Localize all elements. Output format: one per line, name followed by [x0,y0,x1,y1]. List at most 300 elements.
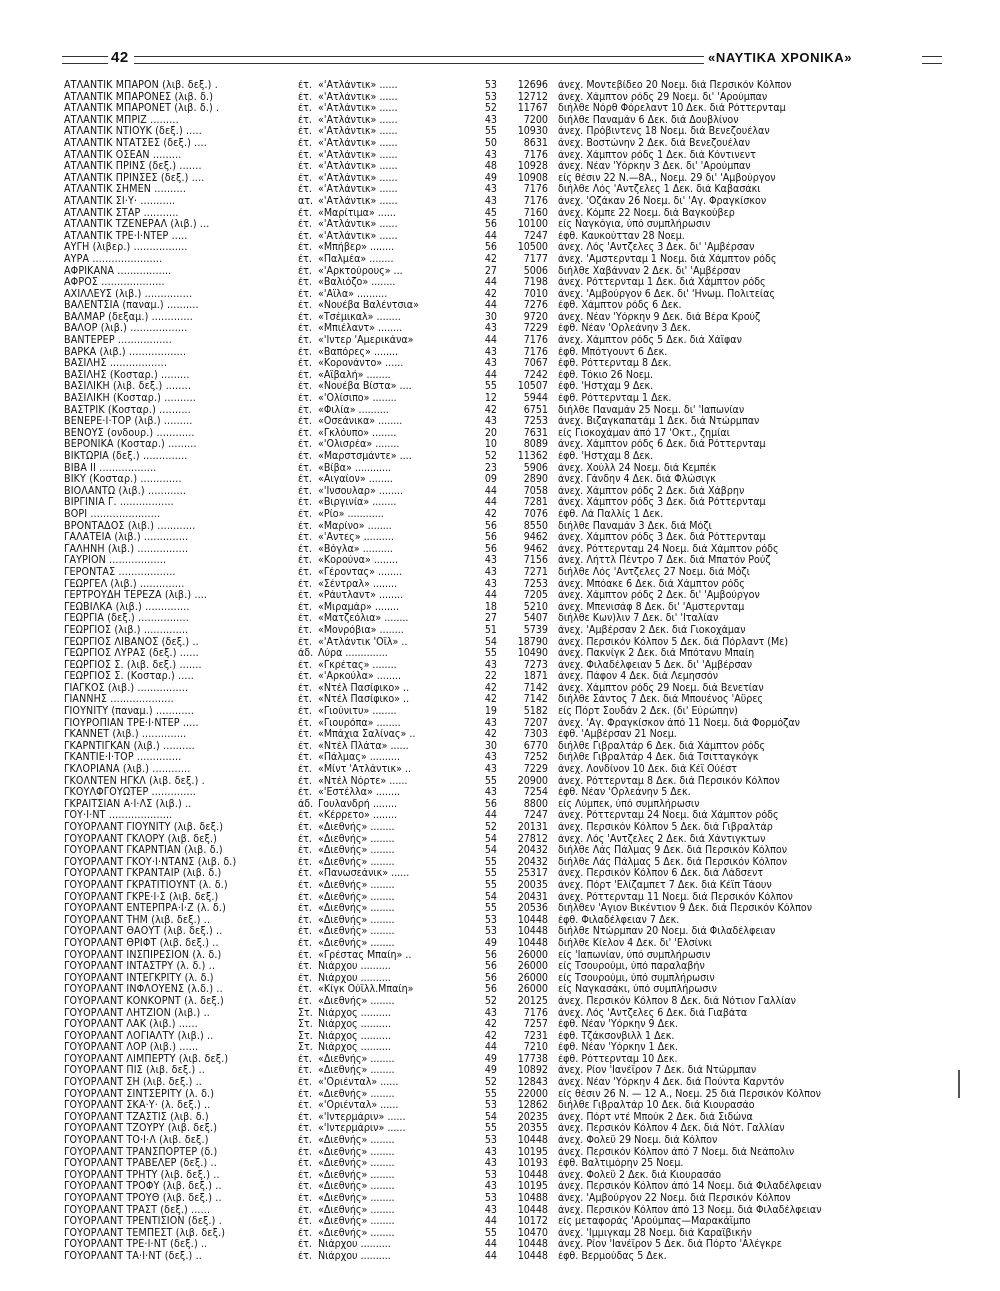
ship-name: ΑΤΛΑΝΤΙΚ ΤΡΕ·Ι·ΝΤΕΡ ..... [64,230,188,242]
ship-row [64,1251,944,1263]
ship-row [64,231,944,243]
ship-build-year: 43 [484,566,497,578]
ship-name: ΓΟΥΟΡΛΑΝΤ ΙΝΦΛΟΥΕΝΣ (λ.δ.) .. [64,984,223,996]
ship-flag: Στ. [298,1042,313,1054]
ship-tonnage: 5006 [523,265,548,277]
ship-owner: «Γκλόυπο» ........ [318,427,397,439]
ship-flag: έτ. [298,1216,312,1228]
ship-flag: έτ. [298,1146,312,1158]
ship-row [64,903,944,915]
ship-flag: έτ. [298,856,312,868]
ship-owner: «Βιργινία» ........ [318,497,397,509]
ship-build-year: 53 [484,80,497,91]
ship-row [64,126,944,138]
ship-name: ΒΑΣΙΛΙΚΗ (Κοσταρ.) .......... [64,393,196,405]
ship-build-year: 52 [484,451,497,462]
page-number: 42 [111,49,129,66]
ship-owner: Νιάρχου .......... [318,1239,391,1251]
ship-name: ΓΟΥΟΡΛΑΝΤ ΣΚΑ·Υ· (λ. δεξ.) .. [64,1100,211,1112]
ship-movement: έφθ. Καυκούτταν 28 Νοεμ. [558,230,685,242]
ship-row [64,242,944,254]
ship-name: ΓΙΑΓΚΟΣ (λιβ.) ................ [64,682,189,694]
ship-flag: έτ. [298,439,312,451]
ship-movement: άνεχ. Περσικόν Κόλπον άπό 7 Νοεμ. διά Νεάπολιν [558,1146,795,1158]
ship-build-year: 42 [484,288,497,300]
ship-row [64,1112,944,1124]
ship-name: ΑΧΙΛΛΕΥΣ (λιβ.) ............... [64,288,193,300]
ship-tonnage: 7253 [523,578,548,590]
ship-name: ΓΟΥΟΡΛΑΝΤ ΙΝΤΕΓΚΡΙΤΥ (λ. δ.) [64,972,214,984]
ship-row [64,1170,944,1182]
ship-flag: έτ. [298,497,312,509]
ship-flag: έτ. [298,740,312,752]
ship-movement: άνεχ. Πακνίγκ 2 Δεκ. διά Μπότανυ Μπαίη [558,648,755,660]
ship-owner: «Ντέλ Νόρτε» ...... [318,775,408,787]
ship-flag: έτ. [298,566,312,578]
ship-flag: έτ. [298,1204,312,1216]
ship-row [64,915,944,927]
ship-tonnage: 20125 [517,995,548,1007]
ship-name: ΓΚΟΥΛΦΓΟΥΩΤΕΡ .............. [64,787,196,799]
ship-movement: έφθ. Μπότγουντ 6 Δεκ. [558,346,668,358]
ship-row [64,1228,944,1240]
ship-flag: έτ. [298,114,312,126]
ship-name: ΓΑΛΑΤΕΙΑ (λιβ.) .............. [64,532,189,544]
ship-build-year: 56 [484,798,497,810]
ship-build-year: 44 [484,497,497,509]
ship-owner: «'Ατλάντικ» ...... [318,91,398,103]
ship-build-year: 49 [484,1065,497,1077]
ship-tonnage: 7176 [523,335,548,347]
ship-build-year: 55 [484,381,497,393]
ship-owner: «'Ατλάντικ» ...... [318,184,398,196]
ship-row [64,1135,944,1147]
ship-tonnage: 7631 [523,427,548,439]
ship-build-year: 43 [484,1146,497,1158]
ship-owner: «Αϊβαλή» ........ [318,369,391,381]
ship-flag: άδ. [298,648,314,660]
ship-flag: έτ. [298,335,312,347]
ship-build-year: 44 [484,810,497,822]
ship-build-year: 09 [484,474,497,486]
ship-owner: «Κέρρετο» ........ [318,810,398,822]
ship-name: ΓΚΛΟΡΙΑΝΑ (λιβ.) ............ [64,764,191,776]
ship-movement: διήλθε Γιβραλτάρ 10 Δεκ. διά Κιουρασάο [558,1100,755,1112]
ship-tonnage: 5407 [523,613,548,625]
ship-movement: έφθ. Ρόττερνταμ 10 Δεκ. [558,1053,678,1065]
ship-flag: Στ. [298,1019,313,1031]
ship-row [64,1158,944,1170]
ship-flag: έτ. [298,207,312,219]
ship-row [64,405,944,417]
ship-name: ΓΙΑΝΝΗΣ .................... [64,694,174,706]
ship-name: ΑΦΡΟΣ .................... [64,277,165,289]
ship-tonnage: 9462 [523,532,548,544]
ship-row [64,1181,944,1193]
ship-tonnage: 20235 [517,1111,548,1123]
ship-row [64,208,944,220]
ship-owner: Λύρα .............. [318,648,388,660]
ship-row [64,451,944,463]
ship-movement: διήλθεν 'Αγιον Βικέντιον 9 Δεκ. διά Περσικόν Κόλπον [558,903,813,915]
ship-build-year: 43 [484,149,497,161]
ship-movement: άνεχ. Γάνδην 4 Δεκ. διά Φλώσιγκ [558,474,716,486]
ship-movement: άνεχ. Ρόττερνταμ 1 Δεκ. διά Χάμπτον ρόδς [558,277,766,289]
ship-name: ΓΚΟΛΝΤΕΝ ΗΓΚΛ (λιβ. δεξ.) . [64,775,205,787]
ship-owner: «Μίντ 'Ατλάντικ» .. [318,764,411,776]
ship-tonnage: 8550 [523,520,548,532]
ship-build-year: 53 [484,914,497,926]
ship-tonnage: 17738 [517,1053,548,1065]
ship-row [64,161,944,173]
journal-title: «ΝΑΥΤΙΚΑ ΧΡΟΝΙΚΑ» [708,50,853,65]
ship-row [64,799,944,811]
ship-flag: έτ. [298,137,312,149]
ship-row [64,950,944,962]
ship-row [64,1193,944,1205]
ship-name: ΓΙΟΥΝΙΤΥ (παναμ.) ............ [64,706,195,718]
ship-owner: Νιάρχος .......... [318,1042,391,1054]
ship-movement: άνεχ. Πόρτ ντέ Μπούκ 2 Δεκ. διά Σιδώνα [558,1111,753,1123]
ship-owner: «Αιγαίον» ........ [318,474,393,486]
ship-tonnage: 11767 [517,103,548,115]
ship-owner: «'Αντες» .......... [318,532,394,544]
ship-build-year: 56 [484,520,497,532]
ship-row [64,602,944,614]
ship-row [64,138,944,150]
ship-movement: διήλθε Λός 'Αντζελες 1 Δεκ. διά Καβασάκι [558,184,761,196]
ship-flag: έτ. [298,972,312,984]
ship-flag: έτ. [298,810,312,822]
ship-build-year: 54 [484,1111,497,1123]
ship-name: ΓΕΡΟΝΤΑΣ .................. [64,566,176,578]
ship-build-year: 30 [484,311,497,323]
ship-name: ΓΟΥΟΡΛΑΝΤ ΛΟΡ (λιβ.) ...... [64,1042,199,1054]
ship-tonnage: 10448 [517,1135,548,1147]
ship-build-year: 55 [484,1123,497,1135]
ship-movement: άνεχ. Μοντεβίδεο 20 Νοεμ. διά Περσικόν Κόλπον [558,80,792,91]
ship-flag: έτ. [298,219,312,231]
ship-build-year: 56 [484,961,497,973]
ship-flag: άδ. [298,798,314,810]
ship-row [64,184,944,196]
ship-name: ΑΤΛΑΝΤΙΚ ΝΤΑΤΣΕΣ (δεξ.) .... [64,137,207,149]
ship-movement: άνεχ. 'Αμβούργον 6 Δεκ. δι' 'Ηνωμ. Πολιτείας [558,288,775,300]
ship-tonnage: 7176 [523,149,548,161]
ship-owner: «Ρίο» ............ [318,508,384,520]
ship-owner: «'Ινσουλαρ» ........ [318,485,404,497]
ship-movement: άνεχ. Φολεϋ 29 Νοεμ. διά Κόλπον [558,1135,718,1147]
ship-flag: έτ. [298,80,312,91]
ship-row [64,671,944,683]
ship-tonnage: 7177 [523,253,548,265]
ship-name: ΑΤΛΑΝΤΙΚ ΜΠΡΙΖ ......... [64,114,179,126]
ship-flag: έτ. [298,462,312,474]
ship-row [64,1089,944,1101]
ship-row [64,938,944,950]
ship-build-year: 53 [484,1100,497,1112]
ship-flag: έτ. [298,184,312,196]
ship-build-year: 45 [484,207,497,219]
ship-flag: έτ. [298,161,312,173]
ship-owner: «Βαπόρες» ........ [318,346,399,358]
ship-build-year: 42 [484,694,497,706]
ship-row [64,648,944,660]
ship-owner: «Οσεάνικα» ........ [318,416,403,428]
ship-build-year: 55 [484,879,497,891]
ship-owner: Νιάρχου .......... [318,961,391,973]
ship-build-year: 52 [484,822,497,833]
ship-tonnage: 8800 [523,798,548,810]
ship-movement: διήλθε Παναμάν 25 Νοεμ. δι' 'Ιαπωνίαν [558,404,745,416]
ship-name: ΓΚΑΝΝΕΤ (λιβ.) .............. [64,729,187,741]
ship-tonnage: 26000 [517,984,548,996]
ship-flag: έτ. [298,265,312,277]
ship-row [64,1147,944,1159]
ship-build-year: 44 [484,590,497,602]
ship-row [64,532,944,544]
ship-movement: άνεχ. Ρόττερνταμ 8 Δεκ. διά Περσικόν Κόλπον [558,775,780,787]
ship-flag: έτ. [298,1193,312,1204]
ship-tonnage: 7142 [523,682,548,694]
ship-flag: ατ. [298,195,314,207]
ship-flag: έτ. [298,995,312,1007]
ship-row [64,370,944,382]
ship-owner: «Ντέλ Πασίφικο» .. [318,682,410,694]
ship-name: ΓΟΥΟΡΛΑΝΤ ΚΟΝΚΟΡΝΤ (λ. δεξ.) [64,995,224,1007]
ship-row [64,150,944,162]
ship-build-year: 56 [484,984,497,996]
ship-tonnage: 7229 [523,323,548,335]
ship-name: ΓΟΥ·Ι·ΝΤ .................... [64,810,173,822]
ship-movement: άνεχ. Λήττλ Πέντρο 7 Δεκ. διά Μπατόν Ρούζ [558,555,771,567]
ship-movement: άνεχ. Ρόττερνταμ 24 Νοεμ. διά Χάμπτον ρόδς [558,543,779,555]
ship-row [64,219,944,231]
ship-tonnage: 7210 [523,1042,548,1054]
ship-flag: έτ. [298,729,312,741]
ship-row [64,497,944,509]
ship-tonnage: 10448 [517,937,548,949]
ship-name: ΓΟΥΟΡΛΑΝΤ ΤΡΑΣΤ (δεξ.) ...... [64,1204,211,1216]
ship-build-year: 43 [484,416,497,428]
ship-row [64,613,944,625]
ship-tonnage: 10100 [517,219,548,231]
ship-movement: άνεχ. Νέαν 'Υόρκην 9 Δεκ. διά Βέρα Κρούζ [558,311,761,323]
ship-name: ΓΟΥΟΡΛΑΝΤ ΓΚΡΕ·Ι·Σ (λιβ. δεξ.) [64,891,219,903]
ship-owner: «Διεθνής» ........ [318,1053,395,1065]
ship-flag: έτ. [298,706,312,718]
ship-name: ΓΟΥΟΡΛΑΝΤ ΘΑΟΥΤ (λιβ. δεξ.) .. [64,926,223,938]
ship-row [64,521,944,533]
ship-name: ΓΟΥΟΡΛΑΝΤ ΓΚΟΥ·Ι·ΝΤΑΝΣ (λιβ. δ.) [64,856,237,868]
ship-movement: έφθ. 'Ηστχαμ 8 Δεκ. [558,451,654,462]
ship-name: ΓΟΥΟΡΛΑΝΤ ΛΑΚ (λιβ.) ...... [64,1019,198,1031]
ship-movement: διήλθε Κων)λιν 7 Δεκ. δι' 'Ιταλίαν [558,613,719,625]
ship-build-year: 43 [484,1181,497,1193]
ship-build-year: 53 [484,1193,497,1204]
ship-flag: έτ. [298,903,312,915]
ship-movement: έφθ. Ρόττερνταμ 8 Δεκ. [558,358,672,370]
ship-owner: «'Οριένταλ» ...... [318,1100,399,1112]
ship-flag: έτ. [298,230,312,242]
ship-row [64,474,944,486]
ship-movement: είς Τσουρούμι, ύπό συμπλήρωσιν [558,972,715,984]
ship-tonnage: 12696 [517,80,548,91]
ship-row [64,358,944,370]
ship-movement: είς θέσιν 26 Ν. — 12 Α., Νοεμ. 25 διά Περσικόν Κόλπον [558,1088,822,1100]
ship-name: ΓΟΥΟΡΛΑΝΤ ΤΟ·Ι·Λ (λιβ. δεξ.) [64,1135,209,1147]
ship-owner: «Διεθνής» ........ [318,937,395,949]
ship-name: ΓΟΥΟΡΛΑΝΤ ΘΡΙΦΤ (λιβ. δεξ.) .. [64,937,219,949]
ship-tonnage: 20432 [517,856,548,868]
ship-flag: έτ. [298,91,312,103]
ship-flag: έτ. [298,288,312,300]
ship-name: ΓΟΥΟΡΛΑΝΤ ΤΖΟΥΡΥ (λιβ. δεξ.) [64,1123,218,1135]
ship-row [64,1065,944,1077]
ship-name: ΓΚΑΝΤΙΕ·Ι·ΤΟΡ .............. [64,752,182,764]
ship-movement: έφθ. Βερμούδας 5 Δεκ. [558,1250,667,1262]
ship-owner: «Ντέλ Πασίφικο» .. [318,694,410,706]
ship-tonnage: 11362 [517,451,548,462]
ship-movement: είς Ναγκόγια, ύπό συμπλήρωσιν [558,219,711,231]
ship-tonnage: 7207 [523,717,548,729]
ship-flag: έτ. [298,636,312,648]
ship-tonnage: 6751 [523,404,548,416]
ship-build-year: 48 [484,161,497,173]
ship-name: ΑΤΛΑΝΤΙΚ ΣΤΑΡ ........... [64,207,179,219]
ship-name: ΓΟΥΟΡΛΑΝΤ ΓΚΡΑΝΤΑΙΡ (λιβ. δ.) [64,868,222,880]
ship-tonnage: 10500 [517,242,548,254]
ship-tonnage: 7058 [523,485,548,497]
ship-tonnage: 7229 [523,764,548,776]
ship-name: ΒΑΣΤΡΙΚ (Κοσταρ.) .......... [64,404,191,416]
ship-row [64,880,944,892]
ship-owner: «Ντέλ Πλάτα» ...... [318,740,409,752]
ship-name: ΓΕΩΡΓΙΟΣ ΛΙΒΑΝΟΣ (δεξ.) .. [64,636,199,648]
ship-build-year: 19 [484,706,497,718]
ship-row [64,1008,944,1020]
ship-movement: διήλθε Λάς Πάλμας 9 Δεκ. διά Περσικόν Κόλπον [558,845,788,857]
ship-name: ΒΑΣΙΛΙΚΗ (λιβ. δεξ.) ........ [64,381,191,393]
ship-movement: έφθ. Νέαν 'Υόρκην 9 Δεκ. [558,1019,678,1031]
ship-owner: «'Αρκούλα» ........ [318,671,401,683]
ship-row [64,312,944,324]
ship-build-year: 44 [484,277,497,289]
ship-build-year: 43 [484,346,497,358]
ship-tonnage: 9462 [523,543,548,555]
ship-row [64,660,944,672]
ship-tonnage: 10448 [517,1169,548,1181]
ship-owner: «Διεθνής» ........ [318,1216,395,1228]
ship-row [64,463,944,475]
ship-owner: «'Ατλάντικ» ...... [318,219,398,231]
ship-flag: έτ. [298,381,312,393]
ship-movement: άνεχ. Πρόβιντενς 18 Νοεμ. διά Βενεζουέλαν [558,126,770,138]
ship-owner: «Διεθνής» ........ [318,1227,395,1239]
ship-build-year: 30 [484,740,497,752]
ship-name: ΓΟΥΟΡΛΑΝΤ ΤΡΑΒΕΛΕΡ (δεξ.) .. [64,1158,217,1170]
ship-owner: «Βίβα» ............ [318,462,392,474]
ship-tonnage: 7176 [523,1007,548,1019]
ship-movement: διήλθε Λός 'Αντζελες 27 Νοεμ. διά Μόζι [558,566,750,578]
ship-build-year: 44 [484,1216,497,1228]
ship-row [64,625,944,637]
ship-owner: «Μπιέλαντ» ........ [318,323,403,335]
ship-tonnage: 26000 [517,961,548,973]
ship-row [64,1216,944,1228]
ship-flag: έτ. [298,752,312,764]
ship-row [64,335,944,347]
ship-name: ΒΕΝΕΡΕ·Ι·ΤΟΡ (λιβ.) ......... [64,416,193,428]
header-rule-left [62,56,108,64]
ship-row [64,1100,944,1112]
ship-movement: άνεχ. Βοστώνην 2 Δεκ. διά Βενεζουέλαν [558,137,751,149]
ship-flag: έτ. [298,601,312,613]
ship-row [64,173,944,185]
ship-owner: «Νουέβα Βίστα» .... [318,381,412,393]
ship-movement: άνεχ. Χούλλ 24 Νοεμ. διά Κεμπέκ [558,462,717,474]
header-rule-right [922,56,942,64]
ship-row [64,845,944,857]
ship-movement: άνεχ. Χάμπτον ρόδς 2 Δεκ. διά Χάβρην [558,485,745,497]
ship-build-year: 20 [484,427,497,439]
ship-row [64,787,944,799]
ship-build-year: 42 [484,1019,497,1031]
ship-owner: «'Ατλάντικ» ...... [318,114,398,126]
ship-tonnage: 7242 [523,369,548,381]
ship-owner: Νιάρχος .......... [318,1019,391,1031]
ship-movement: διήλθε Παναμάν 6 Δεκ. διά Δουβλίνον [558,114,739,126]
ship-owner: «Διεθνής» ........ [318,1181,395,1193]
ship-flag: έτ. [298,1111,312,1123]
ship-movement: άνεχ. Λός 'Αντζελες 2 Δεκ. διά Χάντιγκτων [558,833,766,845]
ship-owner: «'Ατλάντικ» ...... [318,195,398,207]
ship-owner: Νιάρχου .......... [318,972,391,984]
ship-owner: «Μπήβερ» ........ [318,242,395,254]
ship-build-year: 55 [484,1227,497,1239]
ship-tonnage: 2890 [523,474,548,486]
ship-movement: είς Ναγκασάκι, ύπό συμπλήρωσιν [558,984,717,996]
ship-owner: «Γιούνιτυ» ........ [318,706,397,718]
ship-flag: έτ. [298,126,312,138]
ship-flag: έτ. [298,474,312,486]
ship-name: ΓΟΥΟΡΛΑΝΤ ΤΡΗΤΥ (λιβ. δεξ.) .. [64,1169,220,1181]
ship-owner: «Διεθνής» ........ [318,879,395,891]
ship-owner: «Πανωσεάνικ» ...... [318,868,410,880]
ship-tonnage: 10490 [517,648,548,660]
ship-name: ΓΟΥΟΡΛΑΝΤ ΙΝΣΠΙΡΕΣΙΟΝ (λ. δ.) [64,949,222,961]
ship-owner: «Κορονάντο» ...... [318,358,404,370]
ship-row [64,706,944,718]
ship-name: ΓΟΥΟΡΛΑΝΤ ΤΖΑΣΤΙΣ (λιβ. δ.) [64,1111,209,1123]
ship-flag: Στ. [298,1007,313,1019]
ship-tonnage: 10930 [517,126,548,138]
ship-movement: διήλθε Λάς Πάλμας 5 Δεκ. διά Περσικόν Κόλπον [558,856,788,868]
ship-row [64,555,944,567]
ship-row [64,926,944,938]
ship-movement: άνεχ. Πόρτ 'Ελίζαμπετ 7 Δεκ. διά Κέϊπ Τάουν [558,879,772,891]
ship-build-year: 43 [484,1204,497,1216]
ship-tonnage: 10908 [517,172,548,184]
ship-flag: έτ. [298,1181,312,1193]
ship-name: ΓΕΩΡΓΙΟΣ Σ. (λιβ. δεξ.) ....... [64,659,202,671]
ship-tonnage: 20900 [517,775,548,787]
ship-row [64,590,944,602]
ship-row [64,1031,944,1043]
ship-row [64,752,944,764]
ship-row [64,289,944,301]
ship-build-year: 53 [484,926,497,938]
